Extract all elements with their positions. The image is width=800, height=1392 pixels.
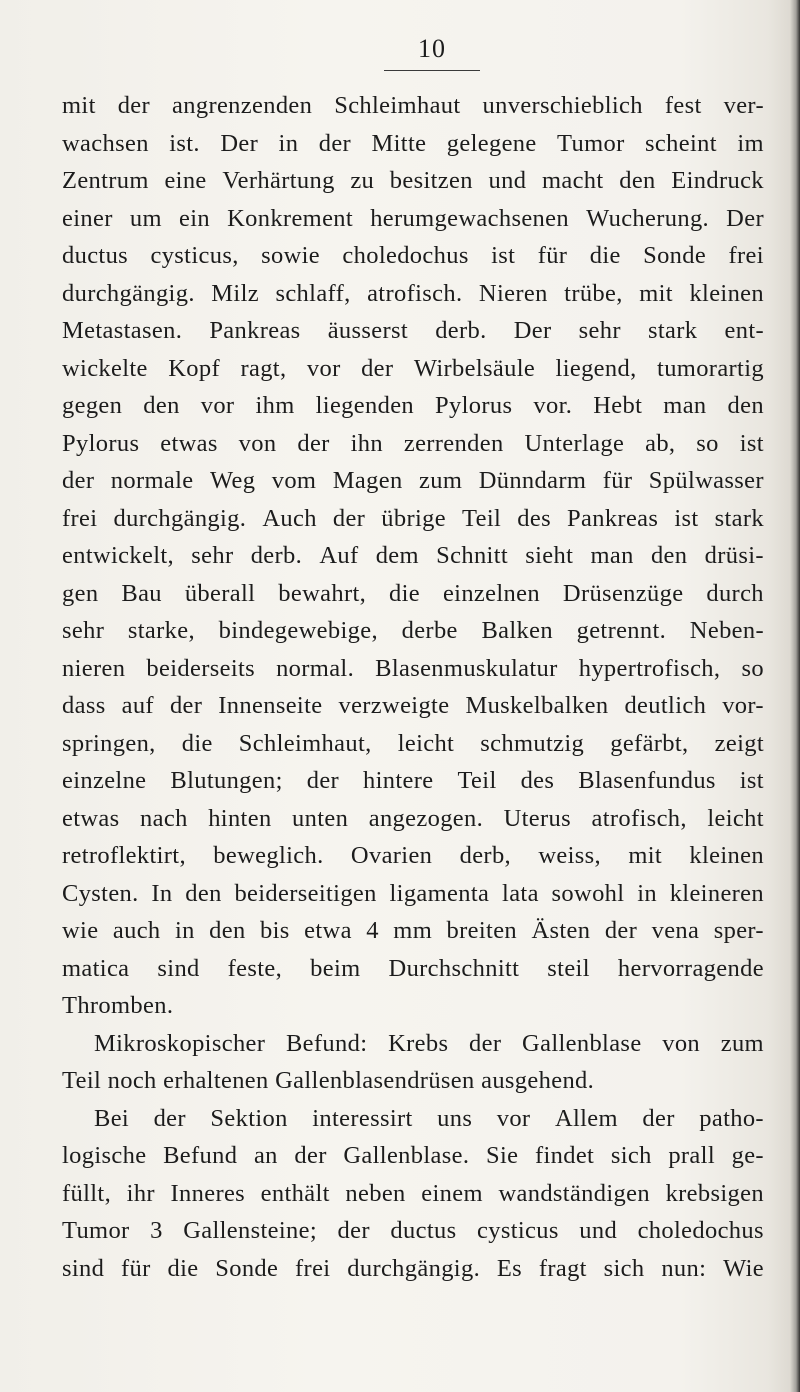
word: einzelnen [442, 579, 540, 607]
word: ragt, [240, 354, 287, 382]
word: der [642, 1104, 675, 1132]
word: Mitte [371, 129, 427, 157]
word: cysticus, [150, 242, 239, 269]
word: den [185, 879, 222, 907]
word: ab, [645, 429, 676, 457]
word: der [318, 129, 352, 157]
text-line [62, 312, 764, 350]
word: ge- [731, 1142, 764, 1169]
word: feste, [227, 954, 283, 982]
word: frei [728, 242, 764, 269]
word: Kopf [168, 354, 221, 382]
word: der [153, 1104, 186, 1132]
word: Sie [485, 1142, 519, 1169]
word: Inneres [170, 1179, 246, 1207]
word: choledochus [637, 1217, 764, 1244]
word: zu [350, 167, 375, 194]
word: mit [639, 279, 673, 307]
word: Wucherung. [586, 204, 710, 232]
word: unverschieblich [482, 92, 643, 119]
word: auf [121, 692, 154, 719]
word: normale [110, 467, 194, 494]
word: derb. [250, 542, 303, 569]
word: Bau [121, 579, 162, 607]
word: Schleimhaut [334, 92, 461, 119]
word: der [337, 1217, 370, 1244]
word: auch [112, 917, 161, 944]
word: Pankreas [209, 317, 301, 344]
word: breiten [446, 917, 518, 944]
word: frei [295, 1254, 331, 1282]
word: wie [62, 917, 99, 944]
word: derb. [435, 317, 487, 344]
word: Bei [94, 1104, 130, 1132]
word: Verhärtung [222, 167, 335, 194]
word: Befund [163, 1142, 238, 1169]
word: gegen [62, 392, 123, 419]
word: man [590, 542, 634, 569]
word: des [520, 767, 555, 794]
word: fest [664, 92, 702, 119]
word: eine [164, 167, 207, 194]
word: Blasenmuskulatur [375, 654, 558, 682]
text-line [62, 650, 764, 688]
word: ein [178, 204, 210, 232]
word: vor. [533, 392, 573, 419]
word: den [209, 917, 246, 944]
word: einer [62, 204, 113, 232]
word: Pankreas [567, 504, 659, 532]
word: vor [200, 392, 235, 419]
word: mit [62, 92, 96, 119]
word: atrofisch, [591, 804, 687, 832]
word: prall [668, 1142, 715, 1169]
word: nach [140, 804, 188, 832]
word: unten [292, 804, 349, 832]
word: in [278, 129, 299, 157]
word: tumorartig [657, 354, 764, 382]
word: vor- [722, 692, 764, 719]
word: 4 [366, 917, 379, 944]
word: Sonde [643, 242, 707, 269]
word: Uterus [503, 804, 572, 832]
word: füllt, [62, 1179, 112, 1207]
word: Unterlage [524, 429, 625, 457]
word: angrenzenden [172, 92, 313, 119]
page-number-rule [384, 70, 480, 71]
page-number: 10 [418, 34, 446, 63]
text-line [62, 87, 764, 125]
text-line [62, 425, 764, 463]
text-line [62, 762, 764, 800]
word: ist [674, 504, 699, 532]
text-line [62, 537, 764, 575]
word: vor [306, 354, 341, 382]
word: steil [547, 954, 590, 982]
word: beiderseits [146, 654, 256, 682]
word: durchgängig. [347, 1254, 481, 1282]
word: der [332, 504, 366, 532]
word: den [727, 392, 764, 419]
word: gefärbt, [610, 729, 689, 757]
word: ist. [169, 129, 200, 157]
word: einzelne [62, 767, 147, 794]
word: frei [62, 504, 98, 532]
word: ist [739, 429, 764, 457]
word: bindegewebige, [218, 617, 378, 644]
word: gen [62, 579, 99, 607]
word: springen, [62, 729, 156, 757]
word: Allem [554, 1104, 618, 1132]
word: von [662, 1029, 701, 1057]
word: Muskelbalken [465, 692, 609, 719]
word: der [294, 1142, 327, 1169]
text-line [62, 462, 764, 500]
word: derb, [459, 842, 512, 869]
word: Gallensteine; [183, 1217, 318, 1244]
word: so [741, 654, 764, 682]
word: den [650, 542, 688, 569]
word: überall [184, 579, 256, 607]
word: Befund: [285, 1029, 368, 1057]
word: sind [157, 954, 200, 982]
word: normal. [276, 654, 355, 682]
word: Weg [209, 467, 256, 494]
word: Ästen [531, 917, 591, 944]
word: wandständigen [498, 1179, 650, 1207]
word: sper- [713, 917, 764, 944]
word: durchgängig. [62, 279, 195, 307]
word: kleineren [669, 879, 764, 907]
word: fragt [538, 1254, 587, 1282]
word: sowie [261, 242, 320, 269]
word: Schleimhaut, [238, 729, 372, 757]
word: schmutzig [480, 729, 585, 757]
word: sich [603, 1254, 645, 1282]
word: Krebs [388, 1029, 449, 1057]
word: choledochus [342, 242, 469, 269]
word: Milz [211, 279, 259, 307]
word: der [361, 354, 394, 382]
word: sind [62, 1254, 105, 1282]
word: beweglich. [213, 842, 324, 869]
word: ent- [724, 317, 764, 344]
word: derbe [401, 617, 458, 644]
text-line [62, 612, 764, 650]
word: deutlich [624, 692, 707, 719]
word: an [253, 1142, 278, 1169]
word: ver- [723, 92, 764, 119]
word: Wie [723, 1254, 764, 1282]
word: Auf [319, 542, 359, 569]
text-line [62, 1250, 764, 1288]
word: stark [648, 317, 698, 344]
text-line: Thromben. [62, 992, 174, 1019]
word: sehr [578, 317, 621, 344]
word: man [663, 392, 707, 419]
word: dem [375, 542, 419, 569]
word: Neben- [689, 617, 764, 644]
word: besitzen [389, 167, 473, 194]
word: Pylorus [62, 429, 140, 457]
word: drüsi- [704, 542, 764, 569]
word: In [151, 879, 173, 907]
word: die [167, 1254, 199, 1282]
word: macht [541, 167, 604, 194]
word: Nieren [478, 279, 548, 307]
text-line [62, 1137, 764, 1175]
text-line [62, 387, 764, 425]
word: retroflektirt, [62, 842, 186, 869]
text-line [62, 800, 764, 838]
word: hinten [208, 804, 272, 832]
word: Konkrement [227, 204, 354, 232]
text-line [62, 1175, 764, 1213]
word: Blutungen; [170, 767, 283, 794]
word: der [62, 467, 95, 494]
word: für [537, 242, 568, 269]
word: Innenseite [218, 692, 323, 719]
text-line [62, 500, 764, 538]
word: den [143, 392, 180, 419]
word: Teil [462, 504, 502, 532]
word: mm [393, 917, 433, 944]
word: Blasenfundus [578, 767, 716, 794]
word: leicht [397, 729, 455, 757]
word: dass [62, 692, 106, 719]
word: und [488, 167, 527, 194]
text-line [62, 200, 764, 238]
word: liegend, [555, 354, 637, 382]
text-line: Teil noch erhaltenen Gallenblasendrüsen ausgehend. [62, 1067, 595, 1094]
word: ihm [255, 392, 295, 419]
word: neben [345, 1179, 406, 1207]
word: krebsigen [665, 1179, 764, 1207]
word: ihr [126, 1179, 155, 1207]
word: ihn [350, 429, 383, 457]
word: vor [496, 1104, 531, 1132]
word: ligamenta [389, 879, 490, 907]
word: Cysten. [62, 879, 139, 907]
word: Eindruck [671, 167, 764, 194]
word: ductus [390, 1217, 457, 1244]
word: Pylorus [435, 392, 513, 419]
word: Gallenblase [522, 1029, 642, 1057]
word: Der [513, 317, 552, 344]
word: der [117, 92, 151, 119]
word: durch [706, 579, 764, 607]
word: etwas [62, 804, 120, 832]
word: äusserst [327, 317, 409, 344]
word: enthält [260, 1179, 330, 1207]
word: matica [62, 954, 130, 982]
word: von [238, 429, 277, 457]
word: Sektion [210, 1104, 288, 1132]
text-line [62, 725, 764, 763]
word: kleinen [689, 279, 764, 307]
word: des [517, 504, 551, 532]
word: Zentrum [62, 167, 149, 194]
word: etwa [304, 917, 352, 944]
word: Mikroskopischer [94, 1029, 266, 1057]
word: und [579, 1217, 618, 1244]
word: lata [502, 879, 539, 907]
word: der [306, 767, 340, 794]
word: interessirt [312, 1104, 413, 1132]
word: Es [496, 1254, 523, 1282]
word: für [121, 1254, 151, 1282]
word: wachsen [62, 129, 149, 157]
word: Auch [262, 504, 317, 532]
word: um [129, 204, 162, 232]
word: stark [714, 504, 764, 532]
text-line [62, 575, 764, 613]
word: Drüsenzüge [562, 579, 684, 607]
word: Teil [457, 767, 497, 794]
word: scheint [645, 129, 717, 157]
word: entwickelt, [62, 542, 175, 569]
word: ist [739, 767, 764, 794]
word: ductus [62, 242, 129, 269]
text-line [62, 1212, 764, 1250]
word: zerrenden [403, 429, 504, 457]
text-line [62, 1025, 764, 1063]
word: Tumor [557, 129, 625, 157]
text-line [62, 1100, 764, 1138]
word: einem [421, 1179, 483, 1207]
word: die [589, 242, 621, 269]
word: der [297, 429, 330, 457]
text-line [62, 275, 764, 313]
word: hintere [363, 767, 434, 794]
text-line [62, 162, 764, 200]
word: sieht [525, 542, 574, 569]
word: ist [491, 242, 516, 269]
word: herumgewachsenen [370, 204, 569, 232]
word: Sonde [215, 1254, 279, 1282]
word: so [696, 429, 719, 457]
word: beim [310, 954, 361, 982]
word: Durchschnitt [388, 954, 520, 982]
word: kleinen [689, 842, 764, 869]
word: für [602, 467, 633, 494]
word: schlaff, [275, 279, 351, 307]
word: den [619, 167, 656, 194]
word: angezogen. [368, 804, 484, 832]
word: Tumor [62, 1217, 130, 1244]
word: Gallenblase. [343, 1142, 470, 1169]
word: Der [726, 204, 764, 232]
word: in [174, 917, 195, 944]
text-line [62, 687, 764, 725]
word: 3 [150, 1217, 163, 1244]
word: logische [62, 1142, 147, 1169]
word: patho- [699, 1104, 764, 1132]
word: gelegene [446, 129, 537, 157]
word: uns [437, 1104, 473, 1132]
word: bis [260, 917, 290, 944]
body-text [62, 87, 764, 1287]
word: Schnitt [436, 542, 509, 569]
text-line [62, 237, 764, 275]
word: übrige [381, 504, 446, 532]
word: in [637, 879, 657, 907]
word: Der [220, 129, 259, 157]
word: etwas [160, 429, 218, 457]
word: der [469, 1029, 502, 1057]
word: Wirbelsäule [413, 354, 536, 382]
word: mit [628, 842, 663, 869]
text-line [62, 125, 764, 163]
word: nun: [661, 1254, 707, 1282]
word: vena [651, 917, 700, 944]
word: die [389, 579, 421, 607]
word: Ovarien [350, 842, 433, 869]
word: cysticus [477, 1217, 559, 1244]
word: getrennt. [576, 617, 667, 644]
word: Spülwasser [648, 467, 764, 494]
word: beiderseitigen [234, 879, 377, 907]
word: sowohl [551, 879, 625, 907]
word: zum [419, 467, 463, 494]
word: Metastasen. [62, 317, 183, 344]
text-line [62, 912, 764, 950]
word: Balken [481, 617, 553, 644]
word: der [169, 692, 203, 719]
word: die [181, 729, 213, 757]
word: wickelte [62, 354, 148, 382]
word: Magen [332, 467, 403, 494]
text-line [62, 837, 764, 875]
word: sich [610, 1142, 652, 1169]
word: Dünndarm [478, 467, 587, 494]
word: hypertrofisch, [578, 654, 721, 682]
text-line [62, 950, 764, 988]
text-line [62, 350, 764, 388]
word: leicht [707, 804, 764, 832]
word: der [604, 917, 638, 944]
word: im [737, 129, 764, 157]
word: starke, [127, 617, 195, 644]
word: durchgängig. [113, 504, 247, 532]
word: atrofisch. [367, 279, 463, 307]
word: vom [271, 467, 317, 494]
word: nieren [62, 654, 126, 682]
word: zum [720, 1029, 764, 1057]
word: sehr [62, 617, 105, 644]
word: liegenden [315, 392, 415, 419]
word: weiss, [538, 842, 602, 869]
word: findet [534, 1142, 595, 1169]
word: bewahrt, [278, 579, 367, 607]
word: hervorragende [617, 954, 764, 982]
page-edge-shadow [790, 0, 800, 1392]
word: sehr [191, 542, 234, 569]
text-line [62, 875, 764, 913]
word: Hebt [593, 392, 643, 419]
word: verzweigte [338, 692, 450, 719]
word: zeigt [714, 729, 764, 757]
word: trübe, [564, 279, 623, 307]
